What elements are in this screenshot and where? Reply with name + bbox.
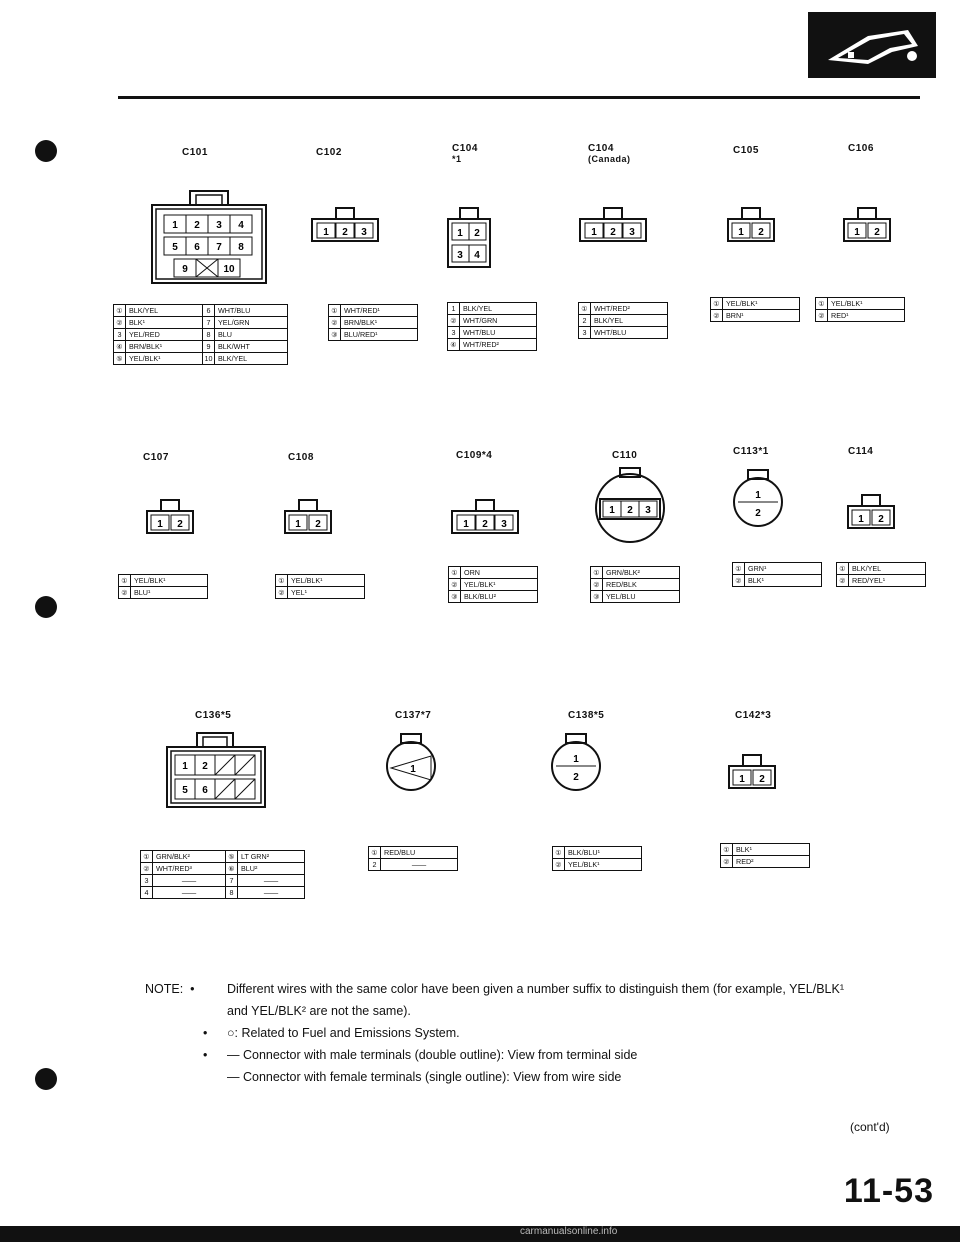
svg-text:10: 10 [223,264,235,275]
connector-label: C104 *1 [452,143,478,164]
svg-text:3: 3 [645,505,651,516]
note-lead: NOTE: • [145,982,195,996]
svg-text:5: 5 [182,785,188,796]
svg-text:2: 2 [315,519,321,530]
continued-label: (cont'd) [850,1120,890,1134]
svg-text:1: 1 [182,761,188,772]
connector-c102-diagram [310,205,380,248]
svg-text:8: 8 [238,242,244,253]
svg-text:7: 7 [216,242,222,253]
svg-text:2: 2 [202,761,208,772]
svg-text:1: 1 [463,519,469,530]
svg-text:2: 2 [194,220,200,231]
wire-table-c106: ① YEL/BLK¹ ② RED¹ [815,297,905,322]
svg-text:4: 4 [474,250,480,261]
connector-c105-diagram [726,205,778,248]
svg-text:1: 1 [172,220,178,231]
connector-label: C113*1 [733,446,769,457]
svg-text:1: 1 [739,774,745,785]
svg-text:2: 2 [342,227,348,238]
note-line: Different wires with the same color have been given a number suffix to distinguish them (for example, YEL/BLK¹ [227,982,844,996]
wire-table-c138: ① BLK/BLU¹ ② YEL/BLK¹ [552,846,642,871]
wire-table-c102: ① WHT/RED¹ ② BRN/BLK¹ ③ BLU/RED¹ [328,304,418,341]
connector-label: C102 [316,147,342,158]
svg-text:2: 2 [874,227,880,238]
svg-text:2: 2 [573,772,579,783]
connector-c136-diagram [165,727,269,816]
connector-c104-diagram [444,205,500,276]
svg-text:1: 1 [573,754,579,765]
svg-text:1: 1 [410,764,416,775]
connector-label: C114 [848,446,874,457]
connector-c114-diagram [846,492,898,535]
connector-label: C137*7 [395,710,432,721]
connector-label: C104 (Canada) [588,143,631,164]
connector-label: C142*3 [735,710,772,721]
connector-label: C105 [733,145,759,156]
connector-c101-diagram [150,185,270,290]
svg-text:1: 1 [755,490,761,501]
note-block: NOTE: • Different wires with the same color have been given a number suffix to distinguish them (for example, YEL/BLK¹ and YEL/BLK² are not the same). • ○: Related to Fuel and Emissions System. • — Connector with male terminals (double outline): View from terminal side — Connector with female terminals (single outline): View from wire side [145,978,935,1088]
wire-table-c105: ① YEL/BLK¹ ② BRN¹ [710,297,800,322]
svg-text:2: 2 [610,227,616,238]
connector-c106-diagram [842,205,894,248]
connector-label: C108 [288,452,314,463]
wire-table-c136: ① GRN/BLK² ⑤ LT GRN² ② WHT/RED³ ⑥ BLU² 3 —— 7 —— 4 —— 8 —— [140,850,305,899]
connector-label: C101 [182,147,208,158]
connector-label: C107 [143,452,169,463]
svg-text:3: 3 [457,250,463,261]
page-hole-marker [35,140,57,162]
wire-table-c104: 1 BLK/YEL ② WHT/GRN 3 WHT/BLU ④ WHT/RED² [447,302,537,351]
svg-text:2: 2 [759,774,765,785]
wire-table-c109: ① ORN ② YEL/BLK¹ ③ BLK/BLU² [448,566,538,603]
svg-text:1: 1 [858,514,864,525]
svg-text:5: 5 [172,242,178,253]
connector-c109-diagram [450,497,520,540]
connector-c113-diagram [730,466,786,537]
svg-text:4: 4 [238,220,244,231]
svg-text:6: 6 [202,785,208,796]
connector-label: C109*4 [456,450,493,461]
wire-table-c101: ① BLK/YEL 6 WHT/BLU ② BLK¹ 7 YEL/GRN 3 YEL/RED 8 BLU ④ BRN/BLK¹ 9 BLK/WHT ⑤ YEL/BLK¹ 10 BLK/YEL [113,304,288,365]
svg-text:2: 2 [627,505,633,516]
wire-table-c107: ① YEL/BLK¹ ② BLU¹ [118,574,208,599]
svg-text:3: 3 [361,227,367,238]
svg-text:1: 1 [854,227,860,238]
page-hole-marker [35,1068,57,1090]
wire-table-c114: ① BLK/YEL ② RED/YEL¹ [836,562,926,587]
connector-c108-diagram [283,497,335,540]
svg-text:1: 1 [591,227,597,238]
wire-table-c137: ① RED/BLU 2 —— [368,846,458,871]
wire-table-c104-canada: ① WHT/RED² 2 BLK/YEL 3 WHT/BLU [578,302,668,339]
svg-text:9: 9 [182,264,188,275]
connector-label: C110 [612,450,638,461]
svg-text:3: 3 [501,519,507,530]
svg-text:2: 2 [177,519,183,530]
note-line: — Connector with female terminals (single outline): View from wire side [227,1070,622,1084]
svg-text:2: 2 [878,514,884,525]
page-hole-marker [35,596,57,618]
svg-text:1: 1 [157,519,163,530]
svg-text:6: 6 [194,242,200,253]
wire-table-c110: ① GRN/BLK² ② RED/BLK ③ YEL/BLU [590,566,680,603]
watermark: carmanualsonline.info [520,1226,618,1237]
note-line: ○: Related to Fuel and Emissions System. [227,1026,460,1040]
note-line: and YEL/BLK² are not the same). [227,1004,411,1018]
svg-text:3: 3 [216,220,222,231]
svg-text:1: 1 [323,227,329,238]
connector-c137-diagram [383,730,439,801]
header-rule [118,96,920,99]
svg-text:2: 2 [755,508,761,519]
connector-c138-diagram [548,730,604,801]
connector-label: C106 [848,143,874,154]
wire-table-c142: ① BLK¹ ② RED² [720,843,810,868]
svg-text:2: 2 [474,228,480,239]
wire-table-c108: ① YEL/BLK¹ ② YEL¹ [275,574,365,599]
connector-label: C136*5 [195,710,232,721]
page-number: 11-53 [843,1172,934,1210]
connector-c110-diagram [590,466,670,551]
svg-text:2: 2 [758,227,764,238]
footer-bar [0,1226,960,1242]
svg-text:3: 3 [629,227,635,238]
svg-text:2: 2 [482,519,488,530]
svg-text:1: 1 [295,519,301,530]
svg-text:1: 1 [609,505,615,516]
connector-c104-canada-diagram [578,205,648,248]
svg-text:1: 1 [457,228,463,239]
svg-text:1: 1 [738,227,744,238]
section-emblem-icon [808,12,936,78]
wire-table-c113: ① GRN¹ ② BLK¹ [732,562,822,587]
connector-c142-diagram [727,752,779,795]
connector-c107-diagram [145,497,197,540]
note-line: — Connector with male terminals (double outline): View from terminal side [227,1048,638,1062]
connector-label: C138*5 [568,710,605,721]
